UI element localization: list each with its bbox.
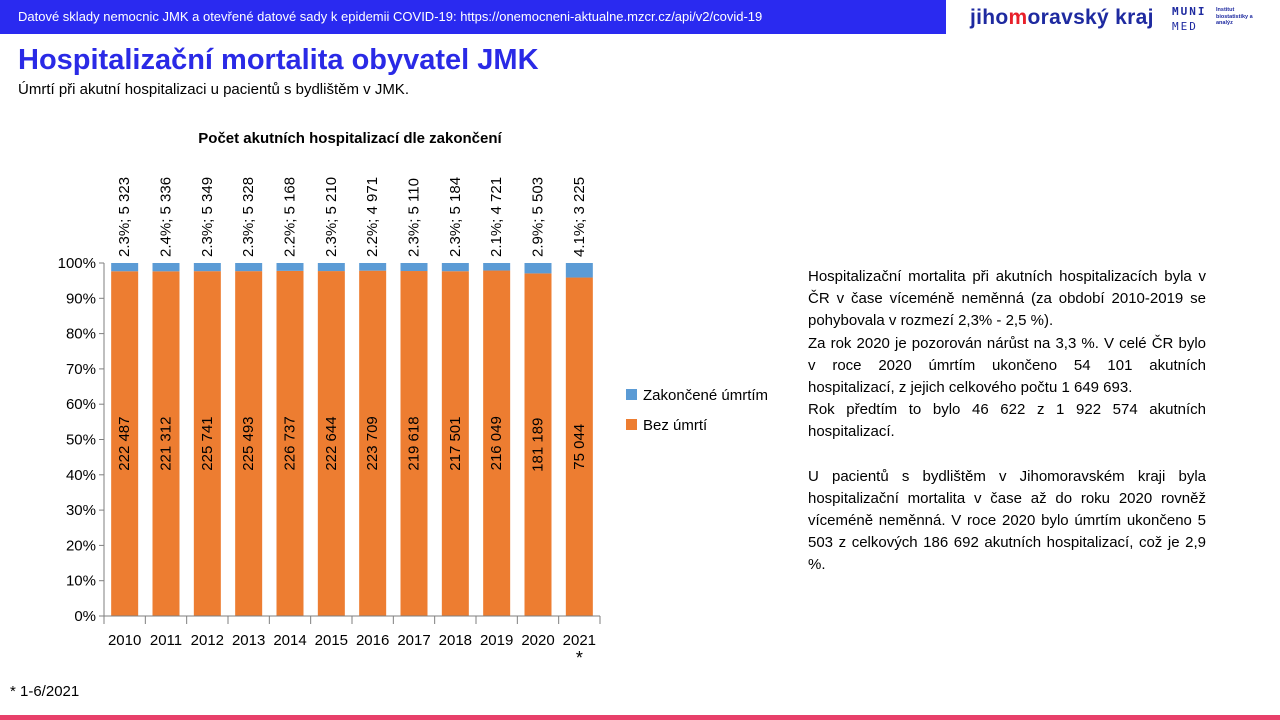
bar-segment-umrti — [111, 263, 138, 271]
source-text: Datové sklady nemocnic JMK a otevřené datové sady k epidemii COVID-19: https://onemocneni-aktualne.mzcr.cz/api/v2/covid-19 — [18, 9, 763, 24]
x-tick-mark-note: * — [575, 648, 583, 668]
y-tick-label: 70% — [65, 360, 96, 378]
institute-logo-text: Institut biostatistiky a analýz — [1216, 7, 1253, 26]
footnote: * 1-6/2021 — [10, 683, 80, 700]
commentary — [808, 266, 1206, 577]
y-tick-label: 0% — [74, 608, 96, 625]
bar-segment-umrti — [483, 263, 510, 271]
bar-segment-umrti — [525, 263, 552, 273]
data-label-umrti: 2.9%; 5 503 — [529, 176, 547, 257]
jmk-logo-accent: m — [1008, 6, 1028, 29]
data-label-bez-umrti: 223 709 — [364, 416, 382, 471]
stacked-bar-chart — [0, 120, 800, 680]
y-tick-label: 60% — [65, 396, 96, 414]
data-label-bez-umrti: 219 618 — [405, 416, 423, 471]
page-subtitle: Úmrtí při akutní hospitalizaci u pacientů s bydlištěm v JMK. — [18, 81, 409, 98]
bar-segment-umrti — [194, 263, 221, 271]
data-label-bez-umrti: 216 049 — [488, 416, 506, 471]
y-tick-label: 10% — [65, 572, 96, 590]
data-label-bez-umrti: 221 312 — [157, 416, 175, 471]
x-tick-label: 2015 — [314, 632, 349, 649]
bar-segment-umrti — [401, 263, 428, 271]
jmk-logo — [970, 6, 1154, 30]
x-tick-label: 2019 — [479, 632, 514, 649]
bar-segment-umrti — [359, 263, 386, 271]
x-tick-label: 2021 — [562, 632, 597, 649]
jmk-logo-part: jiho — [970, 6, 1009, 29]
commentary-paragraph: Za rok 2020 je pozorován nárůst na 3,3 %. V celé ČR bylo v roce 2020 úmrtím ukončeno 54 101 akutních hospitalizací, z jejich celkového počtu 1 649 693. — [808, 334, 1206, 397]
data-label-umrti: 2.3%; 5 210 — [322, 176, 340, 257]
commentary-paragraph: U pacientů s bydlištěm v Jihomoravském kraji byla hospitalizační mortalita v čase až do roku 2020 rovněž víceméně neměnná. V roce 2020 bylo úmrtím ukončeno 5 503 z celkových 186 692 akutních hospitalizací, což je 2,9 %. — [808, 467, 1206, 574]
x-tick-label: 2012 — [190, 632, 225, 649]
y-tick-label: 20% — [65, 537, 96, 555]
x-tick-label: 2020 — [521, 632, 555, 649]
data-label-bez-umrti: 225 493 — [240, 416, 258, 471]
bar-segment-umrti — [277, 263, 304, 271]
legend-label-bez-umrti: Bez úmrtí — [643, 417, 708, 434]
data-label-umrti: 2.2%; 4 971 — [364, 176, 382, 257]
data-label-bez-umrti: 222 487 — [116, 416, 134, 471]
y-tick-label: 80% — [65, 325, 96, 343]
bar-segment-umrti — [235, 263, 262, 271]
x-tick-label: 2014 — [273, 632, 307, 649]
data-label-bez-umrti: 222 644 — [322, 416, 340, 471]
y-tick-label: 30% — [65, 502, 96, 520]
data-label-umrti: 2.1%; 4 721 — [488, 176, 506, 257]
bar-segment-umrti — [318, 263, 345, 271]
data-label-bez-umrti: 75 044 — [570, 423, 588, 470]
y-tick-label: 40% — [65, 466, 96, 484]
chart-title: Počet akutních hospitalizací dle zakončení — [198, 130, 502, 147]
x-tick-label: 2011 — [149, 632, 183, 649]
data-label-bez-umrti: 181 189 — [529, 417, 547, 472]
data-label-bez-umrti: 226 737 — [281, 416, 299, 471]
data-label-umrti: 2.3%; 5 323 — [116, 176, 134, 257]
data-label-umrti: 2.2%; 5 168 — [281, 176, 299, 257]
legend-label-umrti: Zakončené úmrtím — [643, 387, 769, 404]
y-tick-label: 50% — [65, 431, 96, 449]
bar-segment-umrti — [566, 263, 593, 278]
page-title: Hospitalizační mortalita obyvatel JMK — [18, 44, 539, 76]
data-label-umrti: 2.3%; 5 184 — [446, 176, 464, 257]
x-tick-label: 2013 — [231, 632, 266, 649]
muni-med-logo — [1172, 5, 1258, 35]
data-label-umrti: 4.1%; 3 225 — [570, 176, 588, 257]
x-tick-label: 2018 — [438, 632, 473, 649]
source-banner — [0, 0, 946, 34]
jmk-logo-part: oravský kraj — [1027, 6, 1154, 29]
legend-swatch-umrti — [626, 389, 637, 400]
data-label-bez-umrti: 225 741 — [198, 416, 216, 471]
y-tick-label: 100% — [57, 255, 96, 272]
data-label-umrti: 2.3%; 5 110 — [405, 178, 423, 257]
bar-segment-umrti — [442, 263, 469, 271]
commentary-paragraph: Hospitalizační mortalita při akutních hospitalizacích byla v ČR v čase víceméně neměnná (za období 2010-2019 se pohybovala v rozmezí 2,3% - 2,5 %). — [808, 268, 1206, 330]
med-logo-text: MED — [1172, 20, 1198, 33]
data-label-umrti: 2.3%; 5 349 — [198, 176, 216, 257]
data-label-umrti: 2.4%; 5 336 — [157, 176, 175, 257]
muni-logo-text: MUNI — [1172, 5, 1207, 18]
bar-segment-umrti — [153, 263, 180, 271]
data-label-umrti: 2.3%; 5 328 — [240, 176, 258, 257]
commentary-paragraph: Rok předtím to bylo 46 622 z 1 922 574 akutních hospitalizací. — [808, 401, 1206, 441]
legend-swatch-bez-umrti — [626, 419, 637, 430]
data-label-bez-umrti: 217 501 — [446, 416, 464, 471]
x-tick-label: 2010 — [107, 632, 142, 649]
x-tick-label: 2017 — [397, 632, 431, 649]
y-tick-label: 90% — [65, 290, 96, 308]
x-tick-label: 2016 — [355, 632, 390, 649]
bottom-accent-bar — [0, 715, 1280, 720]
